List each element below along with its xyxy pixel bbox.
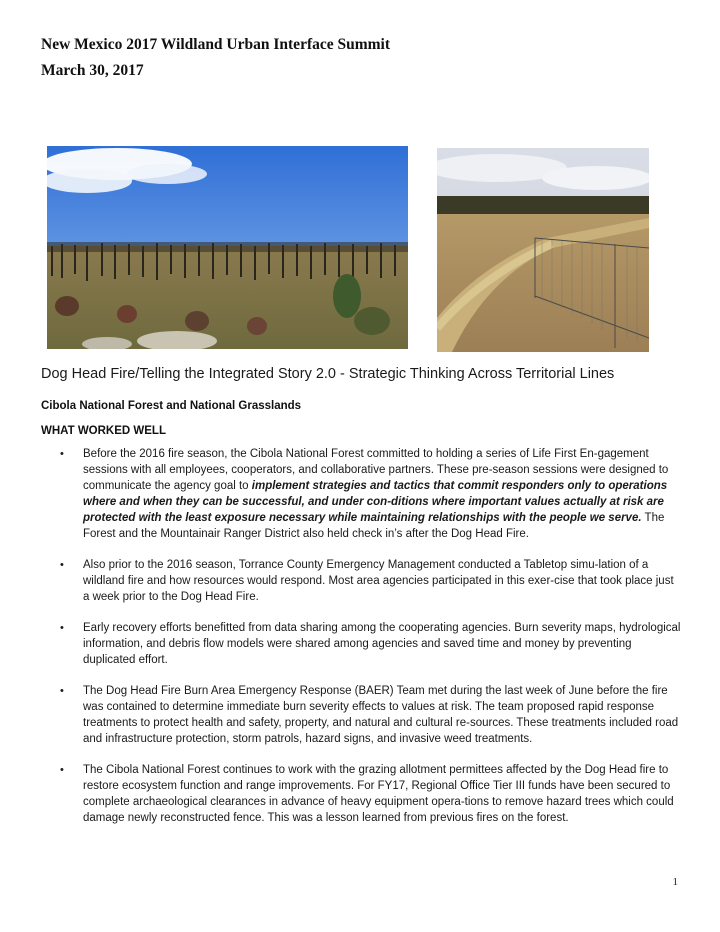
reconstructed-fence-photo [437, 148, 649, 352]
list-item: • The Dog Head Fire Burn Area Emergency Response (BAER) Team met during the last week of June before the fire was contained to determine immediate burn severity effects to values at risk. The team proposed rapid response treatments to protect health and safety, property, and natural and cultural re-sources. These treatments included road and infrastructure protection, storm patrols, hazard signs, and invasive weed treatments. [60, 684, 679, 745]
list-item: • Before the 2016 fire season, the Cibola National Forest committed to holding a series of Life First En-gagement sessions with all employees, cooperators, and collaborative partners. These pre-season sessions were designed to communicate the agency goal to implement strategies and tactics that commit responders only to operations where and when they can be successful, and under con-ditions where important values actually at risk are protected with the least exposure necessary while maintaining relationships with the people we serve. The Forest and the Mountainair Ranger District also held check in’s after the Dog Head Fire. [60, 448, 669, 541]
document-title: New Mexico 2017 Wildland Urban Interface Summit [41, 36, 391, 53]
list-item: • Also prior to the 2016 season, Torrance County Emergency Management conducted a Tabletop simu-lation of a wildland fire and how resources would respond. Most area agencies participated in this exer-cise that took place just a week prior to the Dog Head Fire. [60, 559, 674, 604]
burned-forest-photo [47, 146, 408, 349]
photo-caption: Dog Head Fire/Telling the Integrated Story 2.0 - Strategic Thinking Across Territorial Lines [41, 366, 615, 382]
bullet-glyph: • [60, 684, 64, 697]
list-item: • Early recovery efforts benefitted from data sharing among the cooperating agencies. Burn severity maps, hydrological information, and debris flow models were shared among agencies and saved time and money by preventing duplicated effort. [60, 621, 681, 667]
section-heading: WHAT WORKED WELL [41, 425, 166, 437]
list-item: • The Cibola National Forest continues to work with the grazing allotment permittees affected by the Dog Head fire to restore ecosystem function and range improvements. For FY17, Regional Office Tier III funds have been secured to complete archaeological clearances in advance of heavy equipment opera-tions to remove hazard trees which could damage newly reconstructed fence. This was a lesson learned from previous fires on the forest. [60, 763, 674, 824]
bullet-glyph: • [60, 763, 64, 776]
page-number: 1 [672, 876, 678, 888]
bullet-glyph: • [60, 621, 64, 634]
bullet-glyph: • [60, 559, 64, 572]
bullet-list [41, 446, 681, 840]
bullet-glyph: • [60, 448, 64, 460]
document-date: March 30, 2017 [41, 62, 144, 79]
organization-heading: Cibola National Forest and National Grasslands [41, 400, 302, 412]
